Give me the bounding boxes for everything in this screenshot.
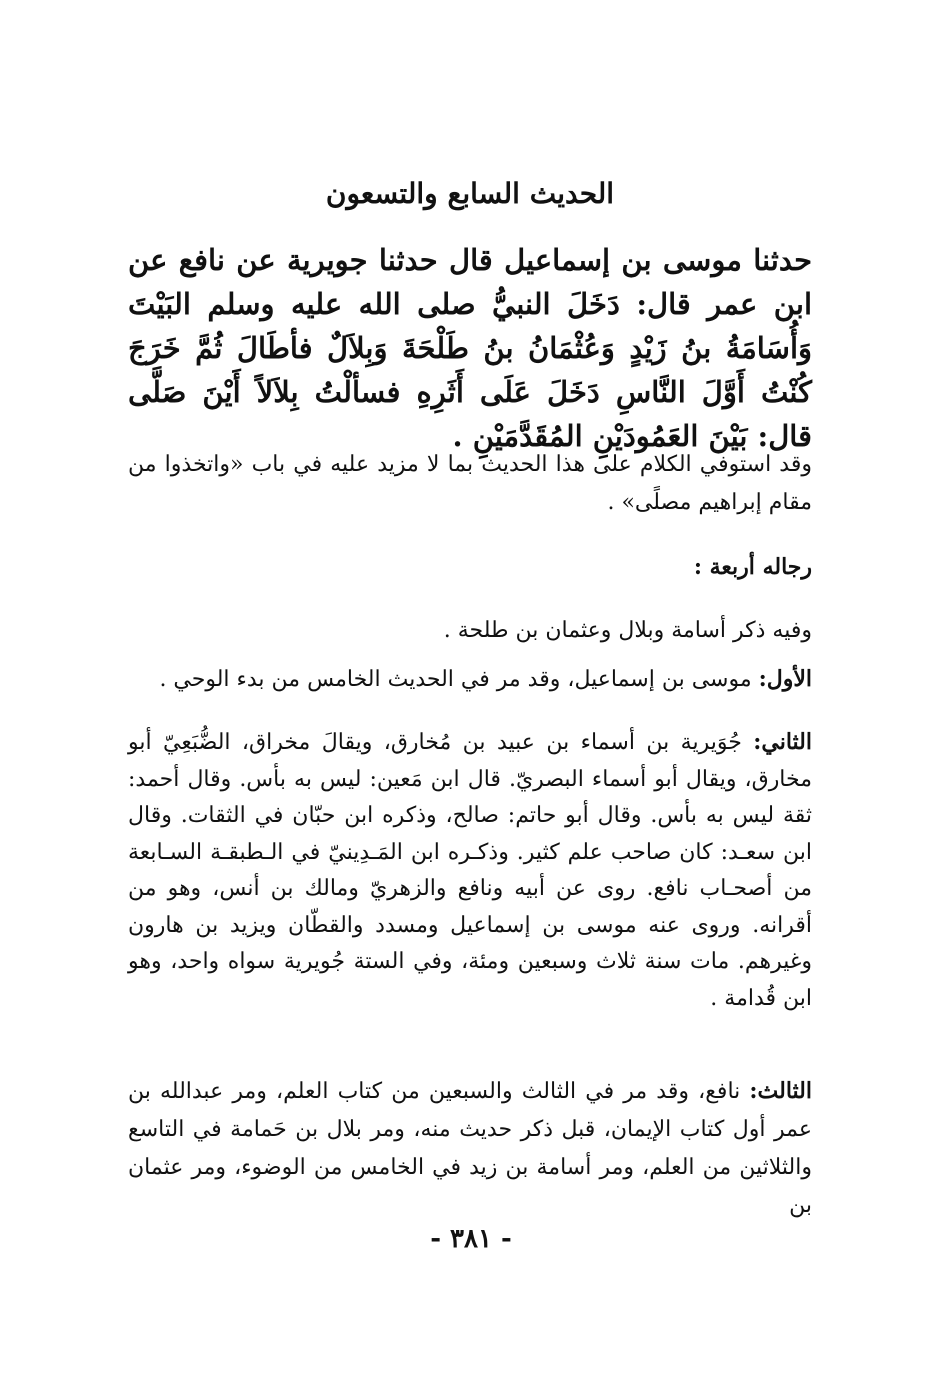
third-narrator-text: نافع، وقد مر في الثالث والسبعين من كتاب العلم، ومر عبدالله بن عمر أول كتاب الإيمان، قبل ذكر حديث منه، ومر بلال بن حَمامة في التاسع والثلاثين من العلم، ومر أسامة بن زيد في الخامس من الوضوء، ومر عثمان بن	[128, 1079, 812, 1218]
second-narrator-text: جُوَيرية بن أسماء بن عبيد بن مُخارق، ويقالَ مخراق، الضُّبَعِيّ أبو مخارق، ويقال أبو أسماء البصريّ. قال ابن مَعين: ليس به بأس. وقال أحمد: ثقة ليس به بأس. وقال أبو حاتم: صالح، وذكره ابن حبّان في الثقات. وقال ابن سعـد: كان صاحب علم كثير. وذكـره ابن المَـدِينيّ في الـطبقـة السـابعة من أصحـاب نافع. روى عن أبيه ونافع والزهريّ ومالك بن أنس، وهو من أقرانه. وروى عنه موسى بن إسماعيل ومسدد والقطّان ويزيد بن هارون وغيرهم. مات سنة ثلاث وسبعين ومئة، وفي الستة جُويرية سواه واحد، وهو ابن قُدامة .	[128, 730, 812, 1011]
first-narrator-label: الأول:	[758, 666, 812, 692]
hadith-title: الحديث السابع والتسعون	[325, 177, 615, 210]
first-narrator-paragraph	[128, 660, 812, 699]
third-narrator-label: الثالث:	[749, 1078, 812, 1104]
mentioned-persons-paragraph: وفيه ذكر أسامة وبلال وعثمان بن طلحة .	[443, 618, 812, 643]
hadith-text: حدثنا موسى بن إسماعيل قال حدثنا جويرية عن نافع عن ابن عمر قال: دَخَلَ النبيُّ صلى الله عليه وسلم البَيْتَ وَأُسَامَةُ بنُ زَيْدٍ وَعُثْمَانُ بنُ طَلْحَةَ وَبِلاَلٌ فأطَالَ ثُمَّ خَرَجَ كُنْتُ أَوَّلَ النَّاسِ دَخَلَ عَلَى أَثَرِهِ فسألْتُ بِلاَلاً أَيْنَ صَلَّى قال: بَيْنَ العَمُودَيْنِ المُقَدَّمَيْنِ .	[128, 243, 812, 453]
first-narrator-text: موسى بن إسماعيل، وقد مر في الحديث الخامس من بدء الوحي .	[159, 667, 759, 692]
third-narrator-paragraph	[128, 1072, 812, 1225]
narrators-heading: رجاله أربعة :	[693, 554, 812, 580]
commentary-paragraph: وقد استوفي الكلام على هذا الحديث بما لا مزيد عليه في باب «واتخذوا من مقام إبراهيم مصلًى» .	[128, 452, 812, 515]
second-narrator-label: الثاني:	[753, 729, 812, 755]
page-number: - ٣٨١ -	[430, 1224, 512, 1254]
second-narrator-paragraph	[128, 724, 812, 1017]
